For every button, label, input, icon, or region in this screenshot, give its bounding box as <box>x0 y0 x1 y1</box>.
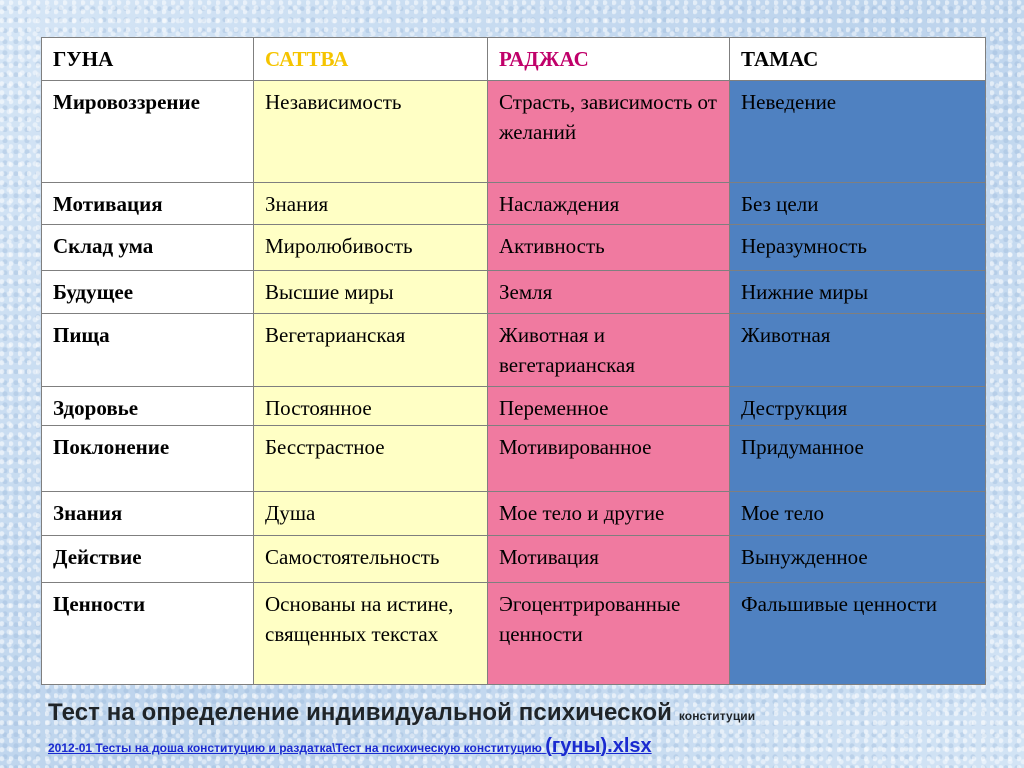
cell-label: Действие <box>42 536 254 583</box>
footer-title <box>48 699 755 727</box>
file-link-path[interactable]: 2012-01 Тесты на доша конституцию и раздатка\Тест на психическую конституцию <box>48 741 542 755</box>
cell-rajas: Земля <box>488 271 730 314</box>
cell-sattva: Знания <box>254 183 488 225</box>
cell-sattva: Миролюбивость <box>254 225 488 271</box>
cell-tamas: Нижние миры <box>730 271 986 314</box>
cell-sattva: Вегетарианская <box>254 314 488 387</box>
table-row <box>42 387 986 426</box>
cell-sattva: Независимость <box>254 81 488 183</box>
table-row <box>42 225 986 271</box>
cell-rajas: Мое тело и другие <box>488 492 730 536</box>
header-row <box>42 38 986 81</box>
table-row <box>42 271 986 314</box>
cell-label: Поклонение <box>42 426 254 492</box>
guna-table <box>41 37 986 685</box>
cell-sattva: Основаны на истине, священных текстах <box>254 583 488 685</box>
cell-label: Здоровье <box>42 387 254 426</box>
cell-rajas: Мотивация <box>488 536 730 583</box>
cell-label: Ценности <box>42 583 254 685</box>
cell-label: Мотивация <box>42 183 254 225</box>
cell-sattva: Душа <box>254 492 488 536</box>
table-row <box>42 183 986 225</box>
cell-rajas: Страсть, зависимость от желаний <box>488 81 730 183</box>
cell-tamas: Придуманное <box>730 426 986 492</box>
cell-tamas: Фальшивые ценности <box>730 583 986 685</box>
footer-title-main: Тест на определение индивидуальной психической <box>48 699 673 726</box>
cell-label: Знания <box>42 492 254 536</box>
table-row <box>42 314 986 387</box>
file-link[interactable] <box>48 735 652 758</box>
table-row <box>42 426 986 492</box>
header-sattva: САТТВА <box>254 38 488 81</box>
table-row <box>42 492 986 536</box>
file-link-filename[interactable]: (гуны).xlsx <box>545 735 652 757</box>
cell-sattva: Высшие миры <box>254 271 488 314</box>
cell-sattva: Самостоятельность <box>254 536 488 583</box>
cell-label: Будущее <box>42 271 254 314</box>
cell-rajas: Мотивированное <box>488 426 730 492</box>
table-row <box>42 81 986 183</box>
header-rajas: РАДЖАС <box>488 38 730 81</box>
cell-sattva: Постоянное <box>254 387 488 426</box>
cell-tamas: Мое тело <box>730 492 986 536</box>
cell-sattva: Бесстрастное <box>254 426 488 492</box>
cell-label: Пища <box>42 314 254 387</box>
cell-label: Мировоззрение <box>42 81 254 183</box>
cell-rajas: Переменное <box>488 387 730 426</box>
cell-tamas: Вынужденное <box>730 536 986 583</box>
cell-rajas: Активность <box>488 225 730 271</box>
table-row <box>42 583 986 685</box>
cell-label: Склад ума <box>42 225 254 271</box>
cell-rajas: Эгоцентрированные ценности <box>488 583 730 685</box>
footer-title-small: конституции <box>678 709 756 723</box>
header-tamas: ТАМАС <box>730 38 986 81</box>
cell-tamas: Деструкция <box>730 387 986 426</box>
cell-rajas: Наслаждения <box>488 183 730 225</box>
cell-tamas: Животная <box>730 314 986 387</box>
cell-tamas: Неразумность <box>730 225 986 271</box>
table-row <box>42 536 986 583</box>
header-guna: ГУНА <box>42 38 254 81</box>
cell-tamas: Неведение <box>730 81 986 183</box>
cell-tamas: Без цели <box>730 183 986 225</box>
cell-rajas: Животная и вегетарианская <box>488 314 730 387</box>
